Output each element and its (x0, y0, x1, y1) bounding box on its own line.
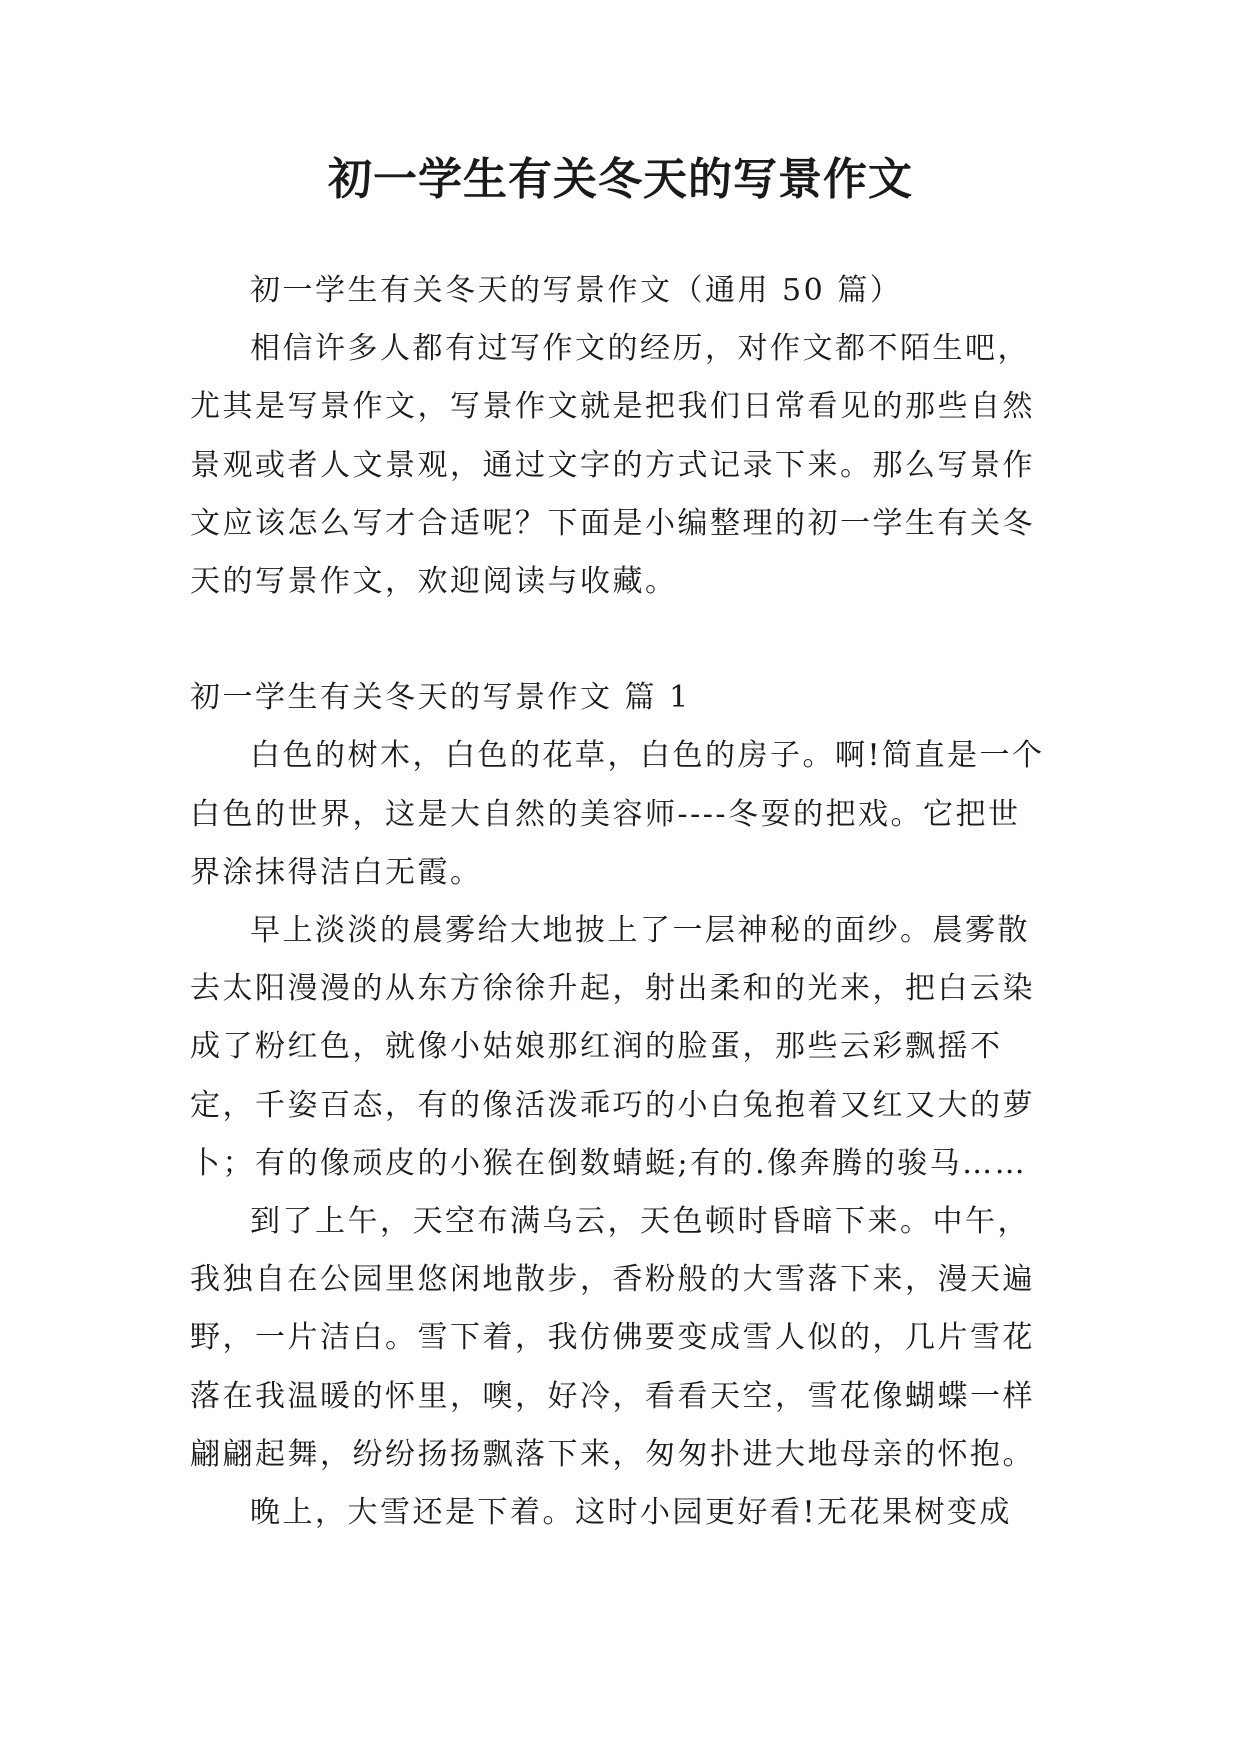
intro-paragraph: 相信许多人都有过写作文的经历，对作文都不陌生吧，尤其是写景作文，写景作文就是把我们日常看见的那些自然景观或者人文景观，通过文字的方式记录下来。那么写景作文应该怎么写才合适呢？下面是小编整理的初一学生有关冬天的写景作文，欢迎阅读与收藏。 (190, 331, 1035, 600)
document-subtitle: 初一学生有关冬天的写景作文（通用 50 篇） (250, 273, 903, 308)
body-paragraph: 早上淡淡的晨雾给大地披上了一层神秘的面纱。晨雾散去太阳漫漫的从东方徐徐升起，射出柔和的光来，把白云染成了粉红色，就像小姑娘那红润的脸蛋，那些云彩飘摇不定，千姿百态，有的像活泼乖巧的小白兔抱着又红又大的萝卜；有的像顽皮的小猴在倒数蜻蜓;有的.像奔腾的骏马…… (190, 913, 1035, 1181)
body-paragraph: 白色的树木，白色的花草，白色的房子。啊!简直是一个白色的世界，这是大自然的美容师----冬耍的把戏。它把世界涂抹得洁白无霞。 (190, 738, 1045, 890)
section-spacer (190, 611, 1050, 669)
body-paragraph: 到了上午，天空布满乌云，天色顿时昏暗下来。中午，我独自在公园里悠闲地散步，香粉般的大雪落下来，漫天遍野，一片洁白。雪下着，我仿佛要变成雪人似的，几片雪花落在我温暖的怀里，噢，好冷，看看天空，雪花像蝴蝶一样翩翩起舞，纷纷扬扬飘落下来，匆匆扑进大地母亲的怀抱。 (190, 1204, 1035, 1472)
document-body (190, 262, 1050, 1542)
document-title: 初一学生有关冬天的写景作文 (328, 154, 913, 205)
section-heading: 初一学生有关冬天的写景作文 篇 1 (190, 680, 691, 716)
body-paragraph: 晚上，大雪还是下着。这时小园更好看!无花果树变成 (250, 1495, 1013, 1531)
